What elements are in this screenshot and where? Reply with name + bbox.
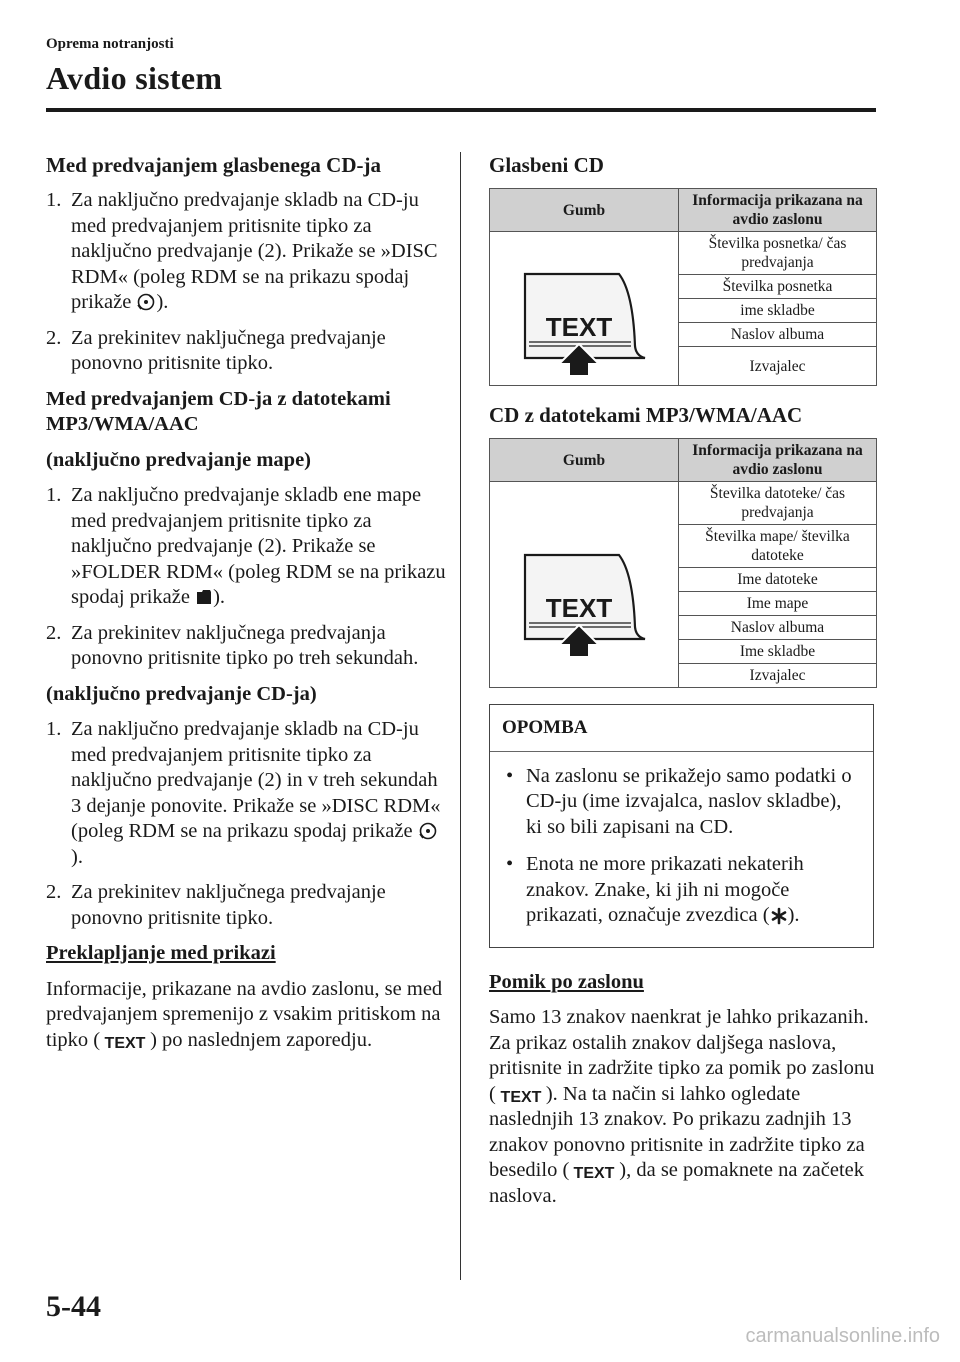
left-column [46, 152, 446, 1063]
section-label: Oprema notranjosti [46, 36, 174, 52]
folder-icon [195, 587, 213, 607]
svg-text:TEXT: TEXT [545, 312, 613, 342]
page-number: 5-44 [46, 1290, 101, 1323]
music-cd-table [489, 188, 877, 386]
scroll-paragraph: Samo 13 znakov naenkrat je lahko prikazanih. Za prikaz ostalih znakov daljšega naslova, pritisnite in zadržite tipko za pomik po zaslonu ( TEXT ). Na ta način si lahko ogledate naslednjih 13 znakov. Po prikazu zadnjih 13 znakov ponovno pritisnite in zadržite tipko za besedilo ( TEXT ), da se pomaknete na začetek naslova. [489, 1006, 875, 1207]
note-title: OPOMBA [490, 705, 873, 752]
table-row: Številka mape/ številka datoteke [679, 525, 877, 568]
list-item: 2. Za prekinitev naključnega predvajanja ponovno pritisnite tipko po treh sekundah. [46, 621, 419, 669]
disc-random-icon [418, 821, 438, 841]
table-row: Izvajalec [679, 664, 877, 688]
text-button-icon [495, 507, 673, 657]
table-row: ime skladbe [679, 299, 877, 323]
svg-text:TEXT: TEXT [573, 1165, 615, 1180]
asterisk-icon [770, 907, 788, 925]
text-button-icon [100, 1034, 150, 1050]
heading-mp3: Med predvajanjem CD-ja z datotekami MP3/WMA/AAC [46, 387, 391, 435]
note-body [490, 752, 873, 947]
column-divider [460, 152, 461, 1280]
list-item: 2. Za prekinitev naključnega predvajanje ponovno pritisnite tipko. [46, 881, 386, 929]
list-item: 1. Za naključno predvajanje skladb ene mape med predvajanjem pritisnite tipko za naključno predvajanje (2). Prikaže se »FOLDER RDM« (poleg RDM se na prikazu spodaj prikaže ). [46, 484, 446, 608]
heading-music-cd: Med predvajanjem glasbenega CD-ja [46, 153, 381, 177]
heading-disc-random: (naključno predvajanje CD-ja) [46, 682, 317, 705]
list-item: 2. Za prekinitev naključnega predvajanje ponovno pritisnite tipko. [46, 326, 386, 374]
list-item: 1. Za naključno predvajanje skladb na CD-ju med predvajanjem pritisnite tipko za naključno predvajanje (2). Prikaže se »DISC RDM« (poleg RDM se na prikazu spodaj prikaže ). [46, 189, 438, 313]
text-button-illustration [490, 482, 679, 688]
list-item: • Na zaslonu se prikažejo samo podatki o CD-ju (ime izvajalca, naslov skladbe), ki so bili zapisani na CD. [506, 764, 852, 838]
table-row: Številka datoteke/ čas predvajanja [679, 482, 877, 525]
svg-text:TEXT: TEXT [545, 593, 613, 623]
list-item: 1. Za naključno predvajanje skladb na CD-ju med predvajanjem pritisnite tipko za naključno predvajanje (2) in v treh sekundah 3 dejanje ponovite. Prikaže se »DISC RDM« (poleg RDM se na prikazu spodaj prikaže ). [46, 718, 441, 868]
heading-switch-display: Preklapljanje med prikazi [46, 942, 276, 964]
text-button-icon [495, 236, 673, 376]
right-column [489, 152, 879, 1219]
svg-text:TEXT: TEXT [104, 1034, 146, 1050]
table-row: Ime mape [679, 592, 877, 616]
table-row: Številka posnetka/ čas predvajanja [679, 232, 877, 275]
table-row: Ime skladbe [679, 640, 877, 664]
folder-random-steps [46, 483, 446, 672]
disc-random-icon [136, 292, 156, 312]
text-button-illustration [490, 232, 679, 386]
mp3-cd-table [489, 438, 877, 688]
cd-random-steps [46, 188, 446, 377]
text-button-icon [569, 1164, 619, 1180]
title-rule [46, 108, 876, 112]
svg-text:TEXT: TEXT [500, 1088, 542, 1104]
heading-folder-random: (naključno predvajanje mape) [46, 448, 311, 471]
heading-mp3-table: CD z datotekami MP3/WMA/AAC [489, 403, 803, 427]
table-row: Naslov albuma [679, 323, 877, 347]
table-row: Naslov albuma [679, 616, 877, 640]
note-box [489, 704, 874, 948]
text-button-icon [496, 1088, 546, 1104]
watermark: carmanualsonline.info [745, 1325, 940, 1347]
list-item: • Enota ne more prikazati nekaterih znakov. Znake, ki jih ni mogoče prikazati, označuje zvezdica ( ). [506, 853, 804, 926]
table-header-button: Gumb [490, 439, 679, 482]
page-title: Avdio sistem [46, 60, 223, 96]
heading-music-cd-table: Glasbeni CD [489, 153, 604, 177]
table-header-info: Informacija prikazana na avdio zaslonu [679, 189, 877, 232]
table-row: Številka posnetka [679, 275, 877, 299]
table-row: Ime datoteke [679, 568, 877, 592]
disc-random-steps [46, 717, 446, 931]
heading-scroll: Pomik po zaslonu [489, 970, 644, 993]
table-row: Izvajalec [679, 347, 877, 386]
table-header-button: Gumb [490, 189, 679, 232]
switch-paragraph: Informacije, prikazane na avdio zaslonu, se med predvajanjem spremenijo z vsakim pritiskom na tipko ( TEXT ) po naslednjem zaporedju. [46, 977, 443, 1051]
table-header-info: Informacija prikazana na avdio zaslonu [679, 439, 877, 482]
